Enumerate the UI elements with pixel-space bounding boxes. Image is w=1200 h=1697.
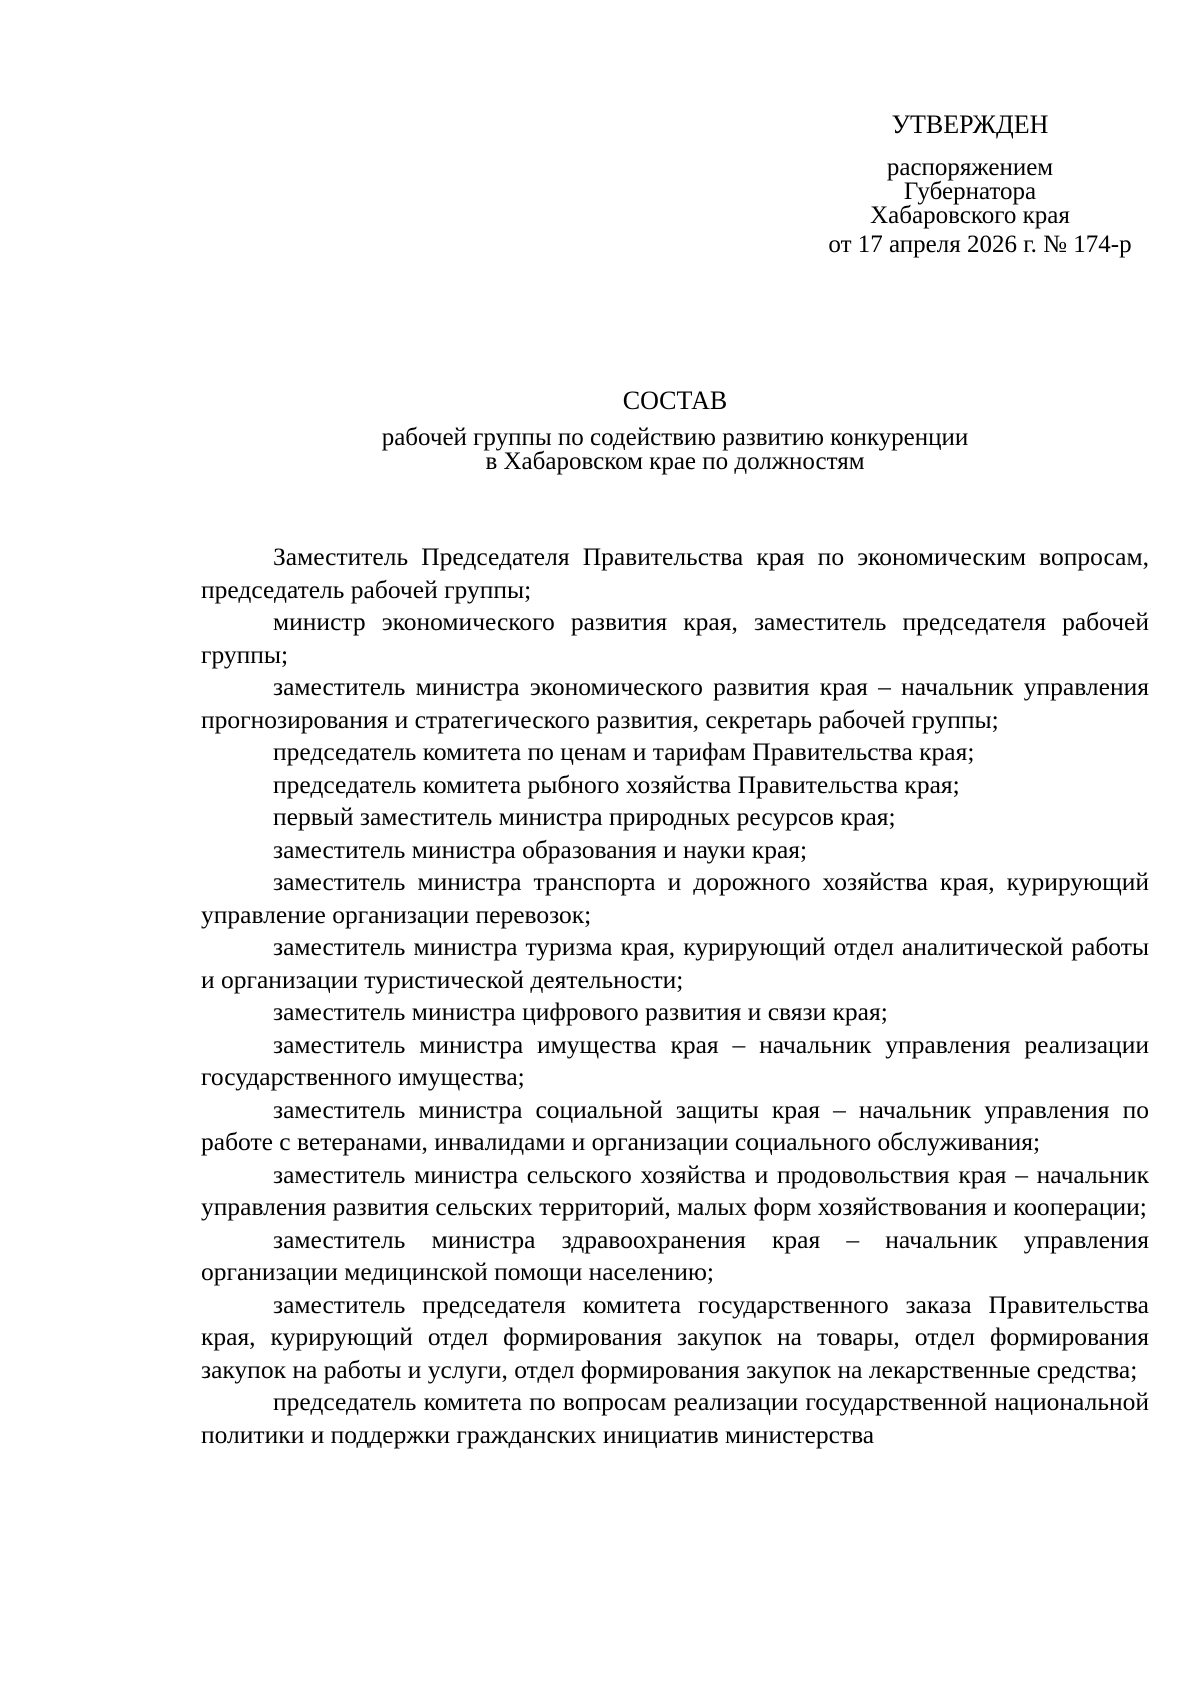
document-subtitle-line-2: в Хабаровском крае по должностям: [485, 448, 865, 475]
member-item: председатель комитета по ценам и тарифам Правительства края;: [273, 737, 975, 766]
approval-title: УТВЕРЖДЕН: [891, 110, 1049, 139]
approval-date: от 17 апреля 2026 г. № 174-р: [828, 231, 1132, 258]
document-title: СОСТАВ: [622, 386, 728, 415]
approval-line-governor: Губернатора: [903, 178, 1037, 205]
member-item: заместитель председателя комитета государственного заказа Правительства края, курирующий отдел формирования закупок на товары, отдел формирования закупок на работы и услуги, отдел формирования закупок на лекарственные средства;: [201, 1289, 1149, 1384]
member-item: председатель комитета по вопросам реализации государственной национальной политики и поддержки гражданских инициатив министерства: [201, 1387, 1149, 1449]
member-item: заместитель министра сельского хозяйства и продовольствия края – начальник управления развития сельских территорий, малых форм хозяйствования и кооперации;: [201, 1159, 1149, 1221]
member-item: заместитель министра здравоохранения края – начальник управления организации медицинской помощи населению;: [201, 1224, 1149, 1286]
member-item: заместитель министра имущества края – начальник управления реализации государственного имущества;: [201, 1029, 1149, 1091]
member-item: Заместитель Председателя Правительства края по экономическим вопросам, председатель рабочей группы;: [201, 542, 1149, 604]
approval-line-region: Хабаровского края: [870, 202, 1070, 229]
member-item: заместитель министра экономического развития края – начальник управления прогнозирования и стратегического развития, секретарь рабочей группы;: [201, 672, 1149, 734]
document-subtitle-line-1: рабочей группы по содействию развитию конкуренции: [381, 424, 969, 451]
member-item: заместитель министра туризма края, курирующий отдел аналитической работы и организации туристической деятельности;: [201, 932, 1149, 994]
approval-stamp: [760, 108, 1180, 258]
members-list: [201, 541, 1149, 1451]
document-heading: [200, 384, 1150, 474]
member-item: заместитель министра образования и науки края;: [273, 834, 808, 864]
member-item: заместитель министра цифрового развития и связи края;: [273, 997, 888, 1026]
approval-line-order: распоряжением: [886, 154, 1054, 181]
member-item: первый заместитель министра природных ресурсов края;: [273, 802, 896, 831]
member-item: министр экономического развития края, заместитель председателя рабочей группы;: [201, 607, 1149, 669]
member-item: председатель комитета рыбного хозяйства Правительства края;: [273, 769, 960, 799]
member-item: заместитель министра социальной защиты края – начальник управления по работе с ветеранами, инвалидами и организации социального обслуживания;: [201, 1094, 1149, 1156]
member-item: заместитель министра транспорта и дорожного хозяйства края, курирующий управление организации перевозок;: [201, 867, 1149, 929]
